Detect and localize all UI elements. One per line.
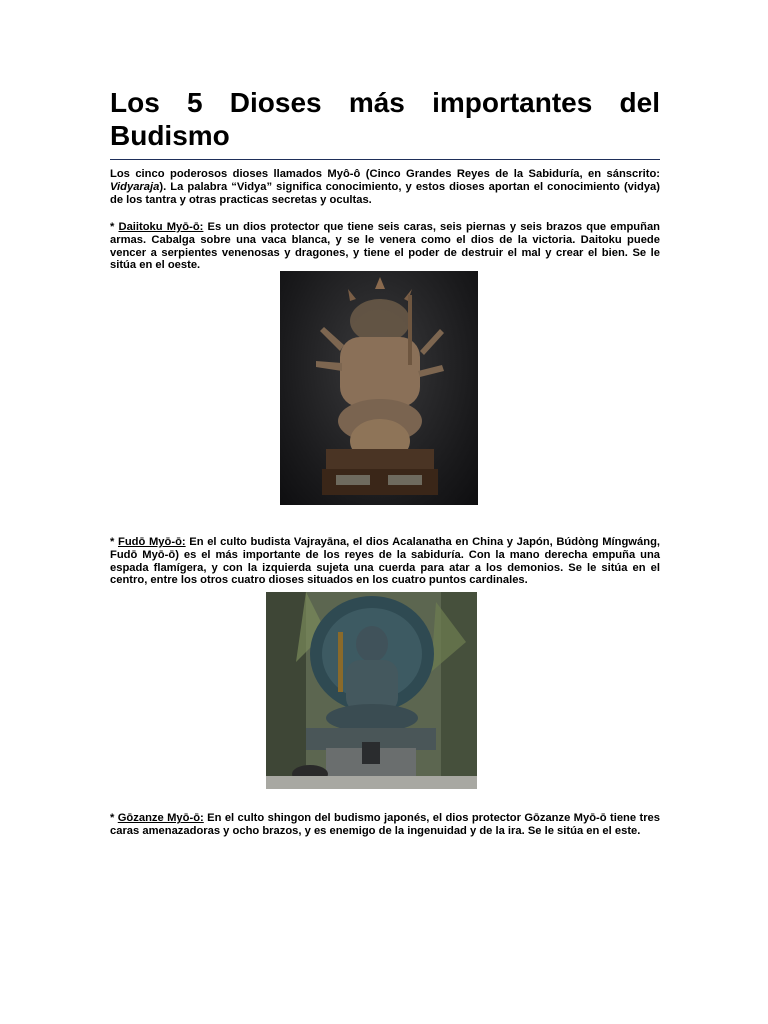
entry-bullet: * (110, 536, 118, 548)
intro-text-c: ). La palabra “Vidya” significa conocimiento, y estos dioses aportan el conocimiento (vidya) de los tantra y otras practicas secretas y ocultas. (110, 180, 660, 206)
title-rule (110, 159, 660, 160)
entry-bullet: * (110, 812, 118, 824)
intro-text-a: Los cinco poderosos dioses llamados Myô-ô (Cinco Grandes Reyes de la Sabiduría, en sánscrito: (110, 168, 660, 180)
entry-bullet: * (110, 221, 119, 233)
entry-text: Es un dios protector que tiene seis caras, seis piernas y seis brazos que empuñan armas. Cabalga sobre una vaca blanca, y se le venera como el dios de la victoria. Daitoku puede vencer a serpientes venenosas y dragones, y tiene el poder de destruir el mal y crear el bien. Se le sitúa en el oeste. (110, 221, 660, 272)
intro-paragraph (110, 168, 660, 206)
entry-daiitoku (110, 221, 660, 272)
entry-heading: Daiitoku Myō-ō: (118, 221, 204, 233)
entry-heading: Fudō Myō-ō: (118, 536, 186, 548)
daiitoku-statue-photo (280, 271, 478, 505)
daiitoku-statue-illustration (280, 271, 478, 505)
entry-fudo (110, 536, 660, 587)
entry-text: En el culto shingon del budismo japonés, el dios protector Gōzanze Myō-ō tiene tres caras amenazadoras y ocho brazos, y es enemigo de la ingenuidad y de la ira. Se le sitúa en el este. (110, 812, 660, 837)
fudo-statue-photo (266, 592, 477, 789)
entry-heading: Gōzanze Myō-ō: (117, 812, 204, 824)
entry-text: En el culto budista Vajrayāna, el dios Acalanatha en China y Japón, Búdòng Míngwáng, Fudō Myō-ō) es el más importante de los reyes de la sabiduría. Con la mano derecha empuña una espada flamígera, y con la izquierda sujeta una cuerda para atar a los demonios. Se le sitúa en el centro, entre los otros cuatro dioses situados en los cuatro puntos cardinales. (110, 536, 661, 587)
fudo-statue-illustration (266, 592, 477, 789)
entry-gozanze (110, 812, 660, 838)
intro-text-italic: Vidyaraja (110, 180, 160, 193)
page-title: Los 5 Dioses más importantes del Budismo (110, 87, 660, 151)
